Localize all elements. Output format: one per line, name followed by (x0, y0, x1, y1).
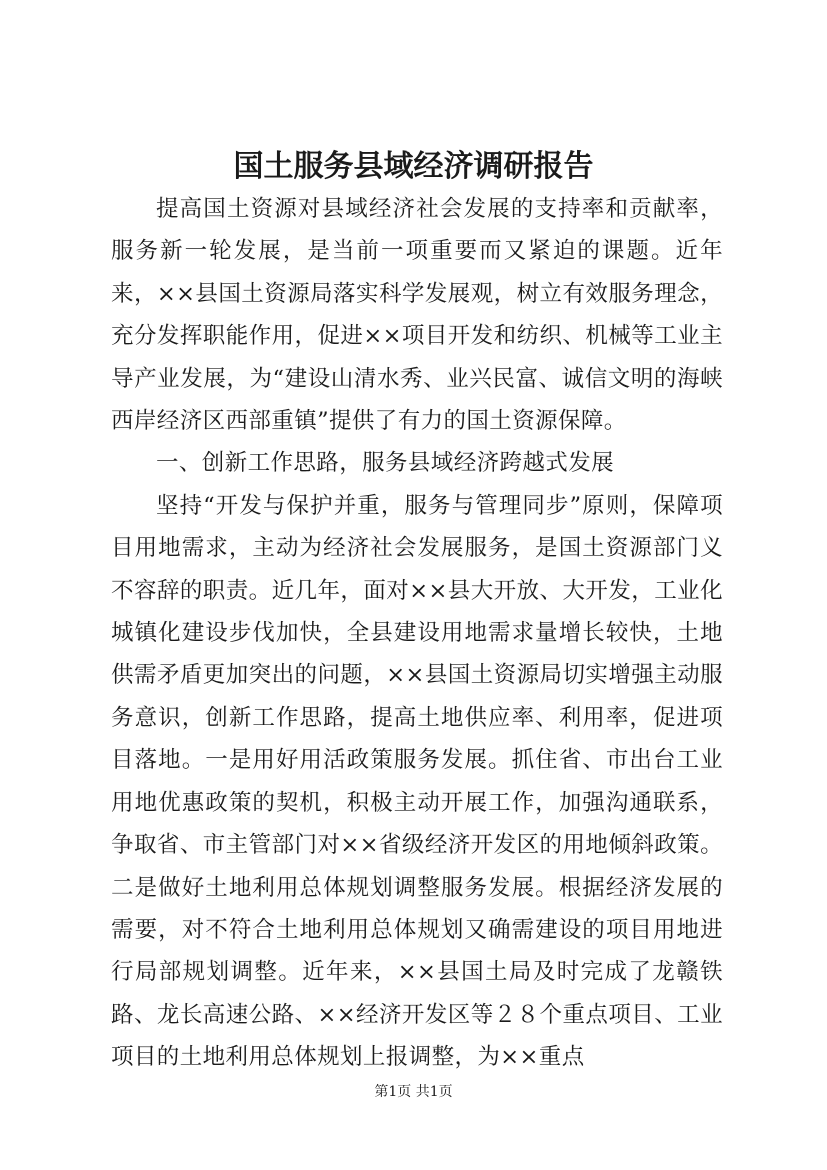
document-title: 国土服务县域经济调研报告 (233, 149, 594, 184)
page-footer: 第1页 共1页 (374, 1084, 453, 1100)
paragraph-section-1: 坚持“开发与保护并重，服务与管理同步”原则，保障项目用地需求，主动为经济社会发展服务，是国土资源部门义不容辞的职责。近几年，面对××县大开放、大开发，工业化城镇化建设步伐加快，全县建设用地需求量增长较快，土地供需矛盾更加突出的问题，××县国土资源局切实增强主动服务意识，创新工作思路，提高土地供应率、利用率，促进项目落地。一是用好用活政策服务发展。抓住省、市出台工业用地优惠政策的契机，积极主动开展工作，加强沟通联系，争取省、市主管部门对××省级经济开发区的用地倾斜政策。二是做好土地利用总体规划调整服务发展。根据经济发展的需要，对不符合土地利用总体规划又确需建设的项目用地进行局部规划调整。近年来，××县国土局及时完成了龙赣铁路、龙长高速公路、××经济开发区等２８个重点项目、工业项目的土地利用总体规划上报调整，为××重点 (111, 492, 723, 1071)
document-body (111, 188, 723, 1079)
paragraph-intro: 提高国土资源对县域经济社会发展的支持率和贡献率，服务新一轮发展，是当前一项重要而又紧迫的课题。近年来，××县国土资源局落实科学发展观，树立有效服务理念，充分发挥职能作用，促进××项目开发和纺织、机械等工业主导产业发展，为“建设山清水秀、业兴民富、诚信文明的海峡西岸经济区西部重镇”提供了有力的国土资源保障。 (111, 196, 723, 435)
section-heading: 一、创新工作思路，服务县域经济跨越式发展 (156, 450, 615, 477)
